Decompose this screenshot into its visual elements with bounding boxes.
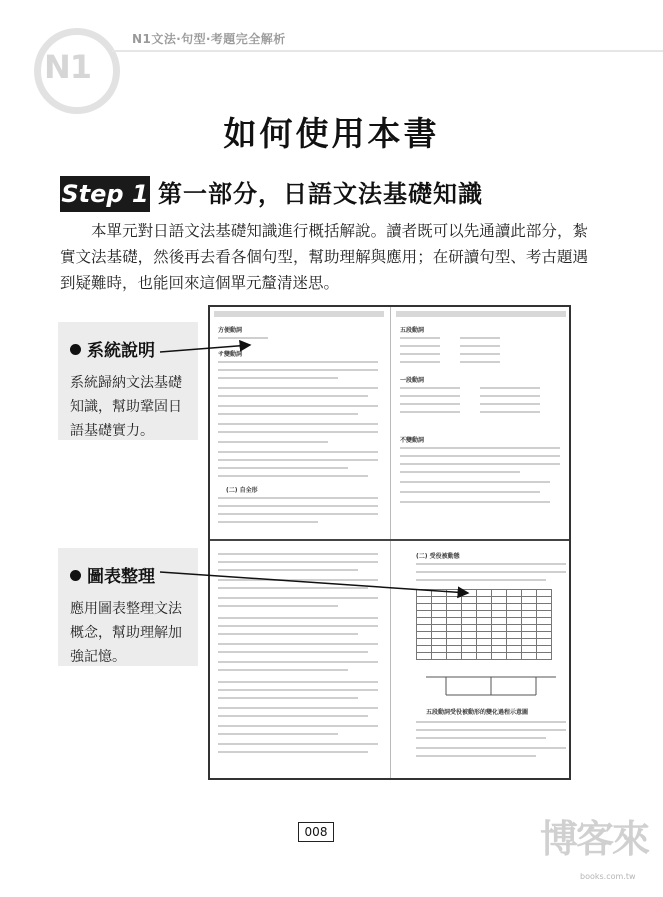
sample-subheading: 一段動詞 [400, 377, 425, 384]
page-title: 如何使用本書 [223, 114, 440, 153]
callout-title: 圖表整理 [70, 562, 184, 587]
intro-paragraph: 本單元對日語文法基礎知識進行概括解說。讀者既可以先通讀此部分，紮實文法基礎，然後再去看各個句型，幫助理解與應用；在研讀句型、考古題遇到疑難時，也能回來這個單元釐清迷思。 [60, 222, 588, 292]
watermark-logo: 博客來 [540, 817, 649, 861]
sample-subheading: サ變動詞 [218, 351, 243, 358]
sample-heading: 方便動詞 [218, 327, 243, 334]
sample-subheading: 不變動詞 [400, 437, 425, 444]
sample-subheading: (二) 自全形 [226, 487, 258, 494]
series-logo: N1 [44, 48, 92, 86]
watermark-url: books.com.tw [580, 872, 636, 881]
page-number: 008 [298, 822, 334, 842]
callout-description: 應用圖表整理文法概念，幫助理解加強記憶。 [70, 601, 182, 665]
sample-caption: 五段動詞受役被動形的變化過程示意圖 [426, 709, 529, 716]
sample-heading: (二) 受役被動態 [416, 553, 460, 560]
step-heading: 第一部分，日語文法基礎知識 [158, 180, 483, 208]
callout-title: 系統說明 [70, 336, 184, 361]
sample-heading: 五段動詞 [400, 327, 425, 334]
callout-description: 系統歸納文法基礎知識，幫助鞏固日語基礎實力。 [70, 375, 182, 439]
series-title: N1文法‧句型‧考題完全解析 [132, 32, 286, 46]
step-badge: Step 1 [60, 176, 150, 212]
